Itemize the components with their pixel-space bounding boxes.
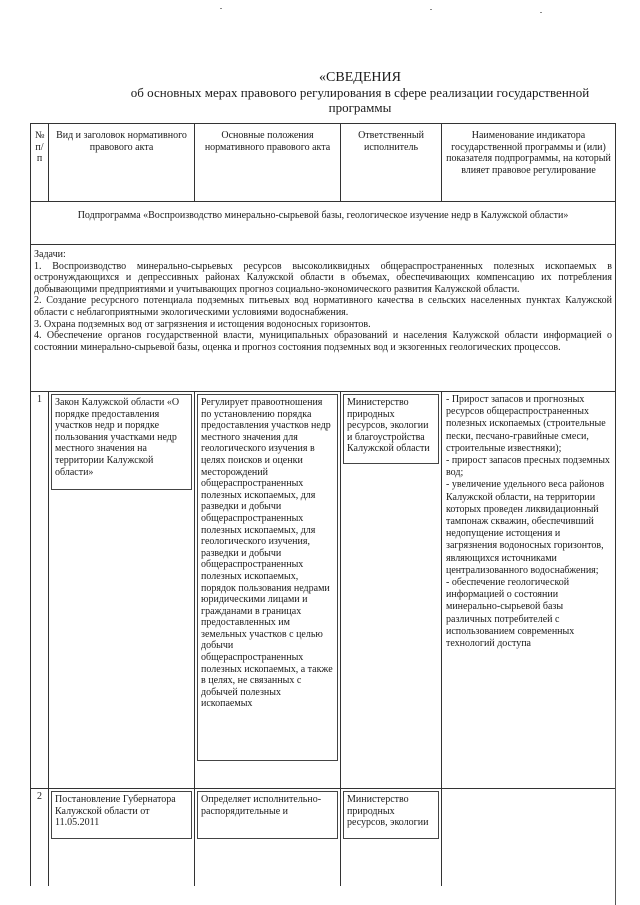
provisions-text: Регулирует правоотношения по установлению порядка предоставления участков недр местного значения для геологического изучения в целях поисков и оценки месторождений общераспространенных полезных ископаемых, для разведки и добычи общераспространенных полезных ископаемых, для геологического изучения, разведки и добычи общераспространенных полезных ископаемых, порядок пользования недрами юридическими лицами и гражданами в границах предоставленных им земельных участков с целью добычи общераспространенных полезных ископаемых, а также в целях, не связанных с добычей полезных ископаемых	[201, 397, 333, 710]
table-header-row	[31, 124, 616, 202]
row-provisions	[195, 392, 341, 789]
measures-table	[30, 123, 616, 886]
scan-speck	[220, 8, 222, 9]
executor-text: Министерство природных ресурсов, экологии	[347, 794, 429, 829]
executor-box	[343, 394, 439, 464]
header-executor: Ответственный исполнитель	[341, 124, 442, 202]
indicator-item: - прирост запасов пресных подземных вод;	[446, 455, 610, 479]
header-provisions: Основные положения нормативного правового акта	[195, 124, 341, 202]
row-number: 2	[31, 789, 49, 887]
row-indicators	[442, 392, 616, 789]
table-row	[31, 392, 616, 789]
indicator-item: - увеличение удельного веса районов Калужской области, на территории которых проведен ликвидационный тампонаж скважин, обеспечивший недопущение истощения и загрязнения водоносных горизонтов, являющихся источниками централизованного водоснабжения;	[446, 479, 605, 576]
act-text: Постановление Губернатора Калужской области от 11.05.2011	[55, 794, 176, 829]
provisions-box	[197, 394, 338, 761]
task-item: 3. Охрана подземных вод от загрязнения и истощения водоносных горизонтов.	[34, 318, 371, 330]
scan-edge-line	[615, 700, 616, 905]
row-provisions	[195, 789, 341, 887]
provisions-text: Определяет исполнительно-распорядительные и	[201, 794, 322, 817]
row-indicators	[442, 789, 616, 887]
row-executor	[341, 789, 442, 887]
tasks-label: Задачи:	[34, 249, 66, 260]
row-act	[49, 392, 195, 789]
act-text: Закон Калужской области «О порядке предоставления участков недр и порядке пользования участками недр местного значения на территории Калужской области»	[55, 397, 180, 478]
row-number: 1	[31, 392, 49, 789]
title-line-2: об основных мерах правового регулирования в сфере реализации государственной программы	[130, 85, 590, 115]
indicator-item: - Прирост запасов и прогнозных ресурсов общераспространенных полезных ископаемых (строительные пески, песчано-гравийные смеси, строительные известняки);	[446, 394, 606, 454]
document-title	[110, 70, 610, 115]
task-item: 4. Обеспечение органов государственной власти, муниципальных образований и населения Калужской области информацией о состоянии минерально-сырьевой базы, оценка и прогноз состояния подземных вод и экзогенных геологических процессов.	[34, 330, 612, 353]
header-number: № п/п	[31, 124, 49, 202]
provisions-box	[197, 791, 338, 839]
tasks-cell	[31, 245, 616, 392]
header-indicator: Наименование индикатора государственной программы и (или) показателя подпрограммы, на который влияет правовое регулирование	[442, 124, 616, 202]
indicator-item: - обеспечение геологической информацией о состоянии минерально-сырьевой базы различных потребителей с использованием современных технологий доступа	[446, 577, 575, 650]
subprogram-row	[31, 202, 616, 245]
executor-text: Министерство природных ресурсов, экологии и благоустройства Калужской области	[347, 397, 430, 455]
task-item: 1. Воспроизводство минерально-сырьевых ресурсов высоколиквидных общераспространенных полезных ископаемых в остронуждающихся и депрессивных районах Калужской области в объемах, обеспечивающих компенсацию их потребления добывающими предприятиями и учитывающих прогноз социально-экономического развития Калужской области.	[34, 260, 612, 295]
executor-box	[343, 791, 439, 839]
table-row	[31, 789, 616, 887]
scan-speck	[430, 9, 432, 10]
act-box	[51, 791, 192, 839]
header-act: Вид и заголовок нормативного правового акта	[49, 124, 195, 202]
scan-speck	[540, 12, 542, 13]
tasks-row	[31, 245, 616, 392]
title-line-1: «СВЕДЕНИЯ	[319, 70, 401, 85]
task-item: 2. Создание ресурсного потенциала подземных питьевых вод нормативного качества в сельских населенных пунктах Калужской области с неблагоприятными экологическими условиями водоснабжения.	[34, 295, 612, 318]
row-executor	[341, 392, 442, 789]
row-act	[49, 789, 195, 887]
act-box	[51, 394, 192, 490]
subprogram-title: Подпрограмма «Воспроизводство минерально-сырьевой базы, геологическое изучение недр в Калужской области»	[31, 202, 616, 245]
